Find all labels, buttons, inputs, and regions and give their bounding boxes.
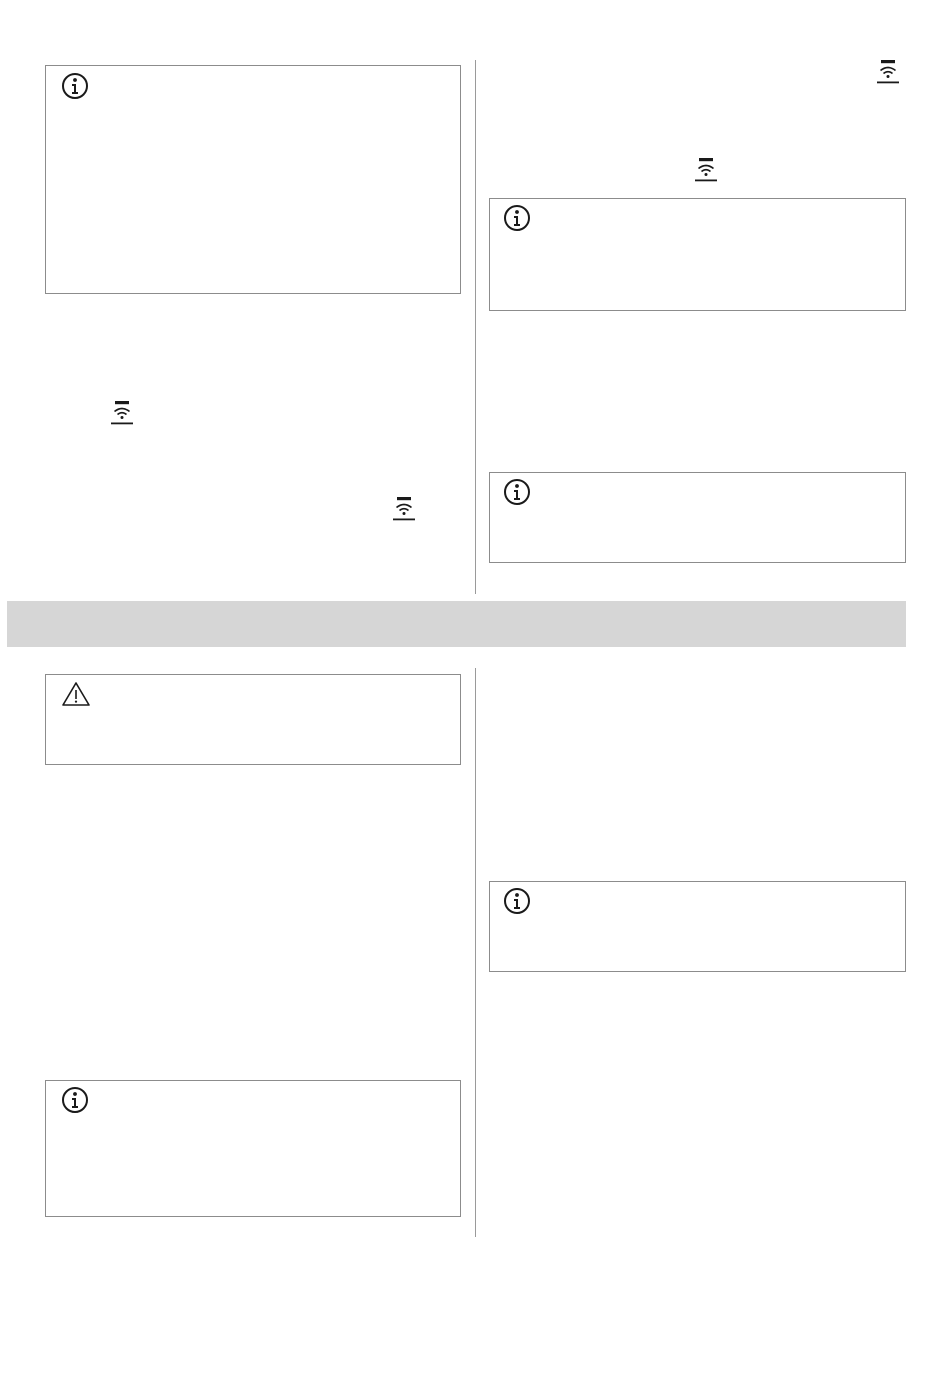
info-note-box	[489, 881, 906, 972]
info-note-box	[45, 65, 461, 294]
warning-note-box	[45, 674, 461, 765]
hob-to-hood-icon	[877, 60, 899, 84]
hob-to-hood-icon	[695, 158, 717, 182]
info-note-box	[489, 198, 906, 311]
warning-icon	[61, 681, 91, 707]
info-note-box	[45, 1080, 461, 1217]
info-icon	[61, 72, 89, 100]
info-icon	[503, 887, 531, 915]
section-header-band	[7, 601, 906, 647]
hob-to-hood-icon	[393, 497, 415, 521]
info-note-box	[489, 472, 906, 563]
column-divider-lower	[475, 668, 476, 1237]
column-divider-upper	[475, 60, 476, 594]
info-icon	[503, 478, 531, 506]
info-icon	[61, 1086, 89, 1114]
hob-to-hood-icon	[111, 401, 133, 425]
info-icon	[503, 204, 531, 232]
